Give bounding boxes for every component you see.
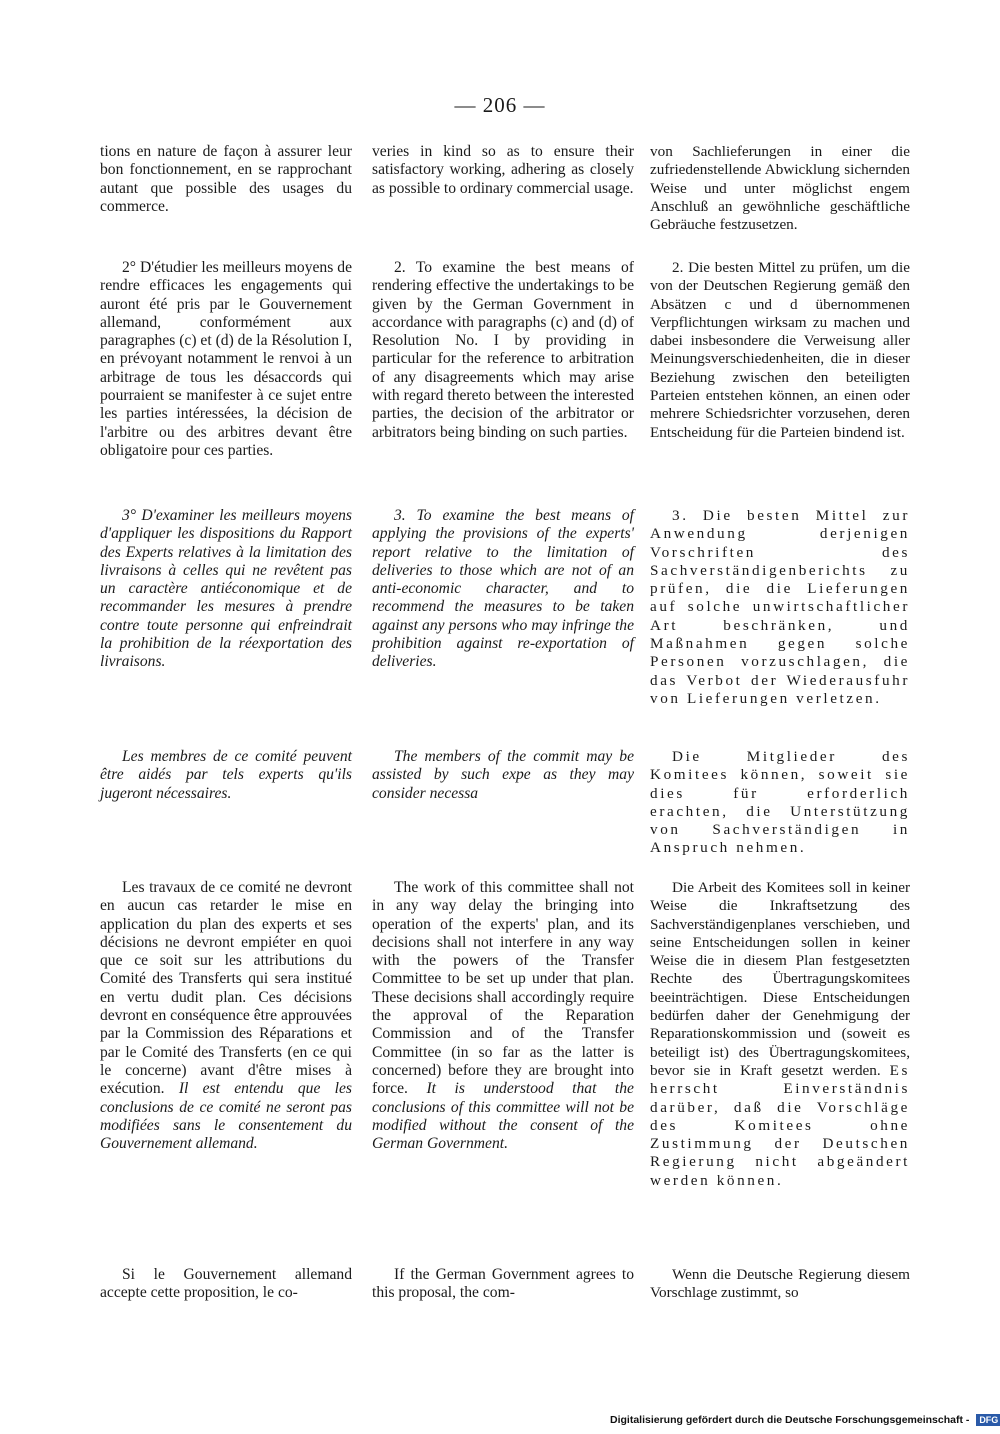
german-paragraph-5-regular: Die Arbeit des Komitees soll in keiner Weise die Inkraftsetzung des Sachverständigenplanes verschieben, und seine Entscheidungen sollen in keiner Weise die in diesem Plan festgesetzten Rechte des Übertragungskomitees beeinträchtigen. Diese Entscheidungen bedürfen daher der Genehmigung der Reparationskommission und (soweit es beteiligt ist) des Übertragungskomitees, bevor sie in Kraft gesetzt werden. (650, 879, 910, 1079)
german-paragraph-6: Wenn die Deutsche Regierung diesem Vorschlage zustimmt, so (650, 1266, 910, 1302)
english-paragraph-5-italic: It is understood that the conclusions of this committee will not be modified without the consent of the German Government. (372, 1080, 634, 1153)
english-paragraph-4: The members of the commit may be assisted by such expe as they may consider necessa (372, 748, 634, 802)
german-paragraph-3: 3. Die besten Mittel zur Anwendung derjenigen Vorschriften des Sachverständigenberichts zu prüfen, die die Lieferungen auf solche unwirtschaftlicher Art beschränken, und Maßnahmen gegen solche Personen vorzuschlagen, die das Verbot der Wiederausfuhr von Lieferungen verletzen. (650, 507, 910, 707)
english-paragraph-5 (372, 879, 634, 1153)
digitization-footer (610, 1414, 1000, 1426)
german-paragraph-5 (650, 879, 910, 1190)
french-paragraph-3: 3° D'examiner les meilleurs moyens d'appliquer les dispositions du Rapport des Experts relatives à la limitation des livraisons à celles qui ne revêtent pas un caractère antiéconomique et de recommander les mesures à prendre contre toute personne qui enfreindrait la prohibition de la réexportation des livraisons. (100, 507, 352, 671)
english-paragraph-5-regular: The work of this committee shall not in any way delay the bringing into operation of the experts' plan, and its decisions shall not interfere in any way with the powers of the Transfer Committee to be set up under that plan. These decisions shall accordingly require the approval of the Reparation Commission and of the Transfer Committee (in so far as the latter is concerned) before they are brought into force. (372, 879, 634, 1098)
german-paragraph-5-spaced: Es herrscht Einverständnis darüber, daß die Vorschläge des Komitees ohne Zustimmung der Deutschen Regierung nicht abgeändert werden können. (650, 1061, 911, 1189)
french-paragraph-5-regular: Les travaux de ce comité ne devront en aucun cas retarder le mise en application du plan des experts et ses décisions ne devront empiéter en quoi que ce soit sur les attributions du Comité des Transferts qui sera institué en vertu dudit plan. Ces décisions devront en conséquence être approuvées par la Commission des Réparations et par le Comité des Transferts (en ce qui le concerne) avant d'être mises à exécution. (100, 879, 352, 1098)
french-paragraph-5 (100, 879, 352, 1153)
page-number: — 206 — (454, 93, 546, 117)
german-paragraph-1: von Sachlieferungen in einer die zufriedenstellende Abwicklung sichernden Weise und unter möglichst engem Anschluß an gewöhnliche geschäftliche Gebräuche festzusetzen. (650, 143, 910, 234)
english-paragraph-1: veries in kind so as to ensure their satisfactory working, adhering as closely as possible to ordinary commercial usage. (372, 143, 634, 197)
french-paragraph-2: 2° D'étudier les meilleurs moyens de rendre efficaces les engagements qui auront été pris par le Gouvernement allemand, conformément aux paragraphes (c) et (d) de la Résolution I, en prévoyant notamment le renvoi à un arbitrage de tous les désaccords qui pourraient se manifester à ce sujet entre les parties intéressées, la décision de l'arbitre ou des arbitres devant être obligatoire pour ces parties. (100, 259, 352, 459)
french-paragraph-5-italic: Il est entendu que les conclusions de ce comité ne seront pas modifiées sans le consentement du Gouvernement allemand. (100, 1080, 352, 1153)
french-paragraph-1: tions en nature de façon à assurer leur bon fonctionnement, en se rapprochant autant que possible des usages du commerce. (100, 143, 352, 215)
french-paragraph-6: Si le Gouvernement allemand accepte cette proposition, le co- (100, 1266, 352, 1302)
english-paragraph-6: If the German Government agrees to this proposal, the com- (372, 1266, 634, 1302)
dfg-logo: DFG (976, 1414, 1000, 1426)
french-paragraph-4: Les membres de ce comité peuvent être aidés par tels experts qu'ils jugeront nécessaires. (100, 748, 352, 802)
german-paragraph-4: Die Mitglieder des Komitees können, soweit sie dies für erforderlich erachten, die Unterstützung von Sachverständigen in Anspruch nehmen. (650, 748, 910, 857)
english-paragraph-2: 2. To examine the best means of rendering effective the undertakings to be given by the German Government in accordance with paragraphs (c) and (d) of Resolution No. I by providing in particular for the reference to arbitration of any disagreements which may arise with regard thereto between the interested parties, the decision of the arbitrator or arbitrators being binding on such parties. (372, 259, 634, 441)
german-paragraph-2: 2. Die besten Mittel zu prüfen, um die von der Deutschen Regierung gemäß den Absätzen c und d übernommenen Verpflichtungen wirksam zu machen und dabei insbesondere die Verweisung aller Meinungsverschiedenheiten, die in dieser Beziehung zwischen den beteiligten Parteien entstehen können, an einen oder mehrere Schiedsrichter vorzusehen, deren Entscheidung für die Parteien bindend ist. (650, 259, 910, 441)
footer-text: Digitalisierung gefördert durch die Deutsche Forschungsgemeinschaft - (610, 1414, 970, 1426)
english-paragraph-3: 3. To examine the best means of applying the provisions of the experts' report relative to the limitation of deliveries to those which are not of an anti-economic character, and to recommend the measures to be taken against any persons who may infringe the prohibition against re-exportation of deliveries. (372, 507, 634, 671)
